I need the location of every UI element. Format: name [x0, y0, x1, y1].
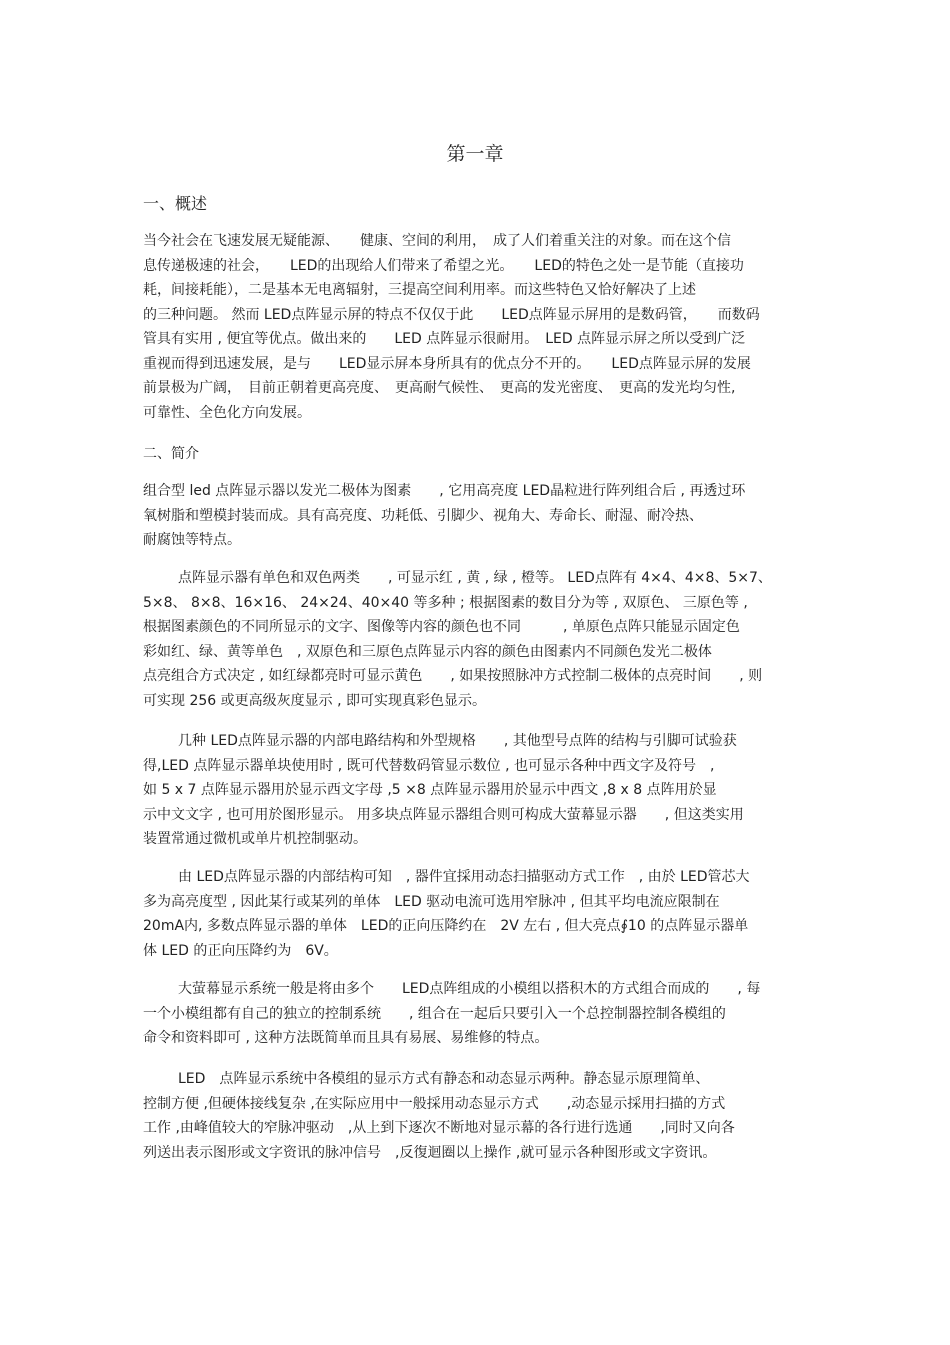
chapter-title: 第一章 [446, 143, 504, 165]
text-line: 多为高亮度型 , 因此某行或某列的单体 LED 驱动电流可选用窄脉冲 , 但其平均电流应限制在 [143, 893, 720, 910]
paragraph-intro-5 [143, 977, 807, 1051]
text-line: 可实现 256 或更高级灰度显示 , 即可实现真彩色显示。 [143, 692, 486, 709]
text-line: 点阵显示器有单色和双色两类 , 可显示红 , 黄 , 绿 , 橙等。 LED点阵有 4×4、4×8、5×7、 [178, 570, 772, 586]
paragraph-overview [143, 229, 807, 425]
text-line: 5×8、 8×8、16×16、 24×24、40×40 等多种 ; 根据图素的数目分为等 , 双原色、 三原色等 , [143, 594, 748, 611]
paragraph-intro-1 [143, 479, 807, 553]
section-heading-intro: 二、简介 [143, 446, 199, 462]
text-line: 体 LED 的正向压降约为 6V。 [143, 942, 338, 959]
text-line: 得,LED 点阵显示器单块使用时 , 既可代替数码管显示数位 , 也可显示各种中西文字及符号 , [143, 757, 715, 774]
text-line: 重视而得到迅速发展，是与 LED显示屏本身所具有的优点分不开的。 LED点阵显示屏的发展 [143, 355, 751, 372]
text-line: 管具有实用 , 便宜等优点。做出来的 LED 点阵显示很耐用。 LED 点阵显示屏之所以受到广泛 [143, 331, 746, 347]
text-line: 示中文文字 , 也可用於图形显示。 用多块点阵显示器组合则可构成大萤幕显示器 , 但这类实用 [143, 806, 744, 823]
text-line: 耐腐蚀等特点。 [143, 532, 241, 548]
text-line: 命令和资料即可 , 这种方法既简单而且具有易展、易维修的特点。 [143, 1030, 549, 1046]
text-line: 装置常通过微机或单片机控制驱动。 [143, 831, 367, 847]
text-line: 由 LED点阵显示器的内部结构可知 , 器件宜採用动态扫描驱动方式工作 , 由於 LED管芯大 [178, 869, 750, 885]
text-line: 几种 LED点阵显示器的内部电路结构和外型规格 , 其他型号点阵的结构与引脚可试验获 [178, 733, 737, 749]
text-line: 组合型 led 点阵显示器以发光二极体为图素 , 它用高亮度 LED晶粒进行阵列组合后 , 再透过环 [143, 483, 746, 499]
text-line: 点亮组合方式决定 , 如红绿都亮时可显示黄色 , 如果按照脉冲方式控制二极体的点亮时间 , 则 [143, 668, 763, 684]
text-line: 工作 ,由峰值较大的窄脉冲驱动 ,从上到下逐次不断地对显示幕的各行进行选通 ,同时又向各 [143, 1120, 735, 1136]
text-line: 息传递极速的社会， LED的出现给人们带来了希望之光。 LED的特色之处一是节能（直接功 [143, 257, 744, 274]
paragraph-intro-4 [143, 865, 807, 963]
section-heading-overview: 一、概述 [143, 194, 208, 213]
text-line: 大萤幕显示系统一般是将由多个 LED点阵组成的小模组以搭积木的方式组合而成的 , 每 [178, 981, 761, 997]
paragraph-intro-3 [143, 729, 807, 852]
text-line: 20mA内, 多数点阵显示器的单体 LED的正向压降约在 2V 左右 , 但大亮点∮10 的点阵显示器单 [143, 918, 749, 934]
paragraph-intro-2 [143, 566, 807, 713]
text-line: 控制方便 ,但硬体接线复杂 ,在实际应用中一般採用动态显示方式 ,动态显示採用扫描的方式 [143, 1095, 726, 1112]
text-line: 氧树脂和塑模封装而成。具有高亮度、功耗低、引脚少、视角大、寿命长、耐湿、耐冷热、 [143, 507, 703, 524]
text-line: 的三种问题。 然而 LED点阵显示屏的特点不仅仅于此 LED点阵显示屏用的是数码管， 而数码 [143, 306, 760, 323]
text-line: 一个小模组都有自己的独立的控制系统 , 组合在一起后只要引入一个总控制器控制各模组的 [143, 1005, 726, 1022]
text-line: 耗，间接耗能），二是基本无电离辐射，三提高空间利用率。而这些特色又恰好解决了上述 [143, 282, 696, 298]
text-line: 可靠性、全色化方向发展。 [143, 404, 311, 421]
text-line: 彩如红、绿、黄等单色 , 双原色和三原色点阵显示内容的颜色由图素内不同颜色发光二极体 [143, 643, 712, 660]
text-line: 根据图素颜色的不同所显示的文字、图像等内容的颜色也不同 , 单原色点阵只能显示固定色 [143, 619, 740, 635]
text-line: 如 5 x 7 点阵显示器用於显示西文字母 ,5 ×8 点阵显示器用於显示中西文 ,8 x 8 点阵用於显 [143, 782, 717, 798]
text-line: 列送出表示图形或文字资讯的脉冲信号 ,反復迴圈以上操作 ,就可显示各种图形或文字资讯。 [143, 1144, 717, 1161]
paragraph-intro-6 [143, 1067, 807, 1165]
text-line: 当今社会在飞速发展无疑能源、 健康、空间的利用， 成了人们着重关注的对象。而在这个信 [143, 233, 731, 249]
text-line: 前景极为广阔， 目前正朝着更高亮度、 更高耐气候性、 更高的发光密度、 更高的发光均匀性, [143, 380, 736, 396]
text-line: LED 点阵显示系统中各模组的显示方式有静态和动态显示两种。静态显示原理简单、 [178, 1071, 710, 1087]
